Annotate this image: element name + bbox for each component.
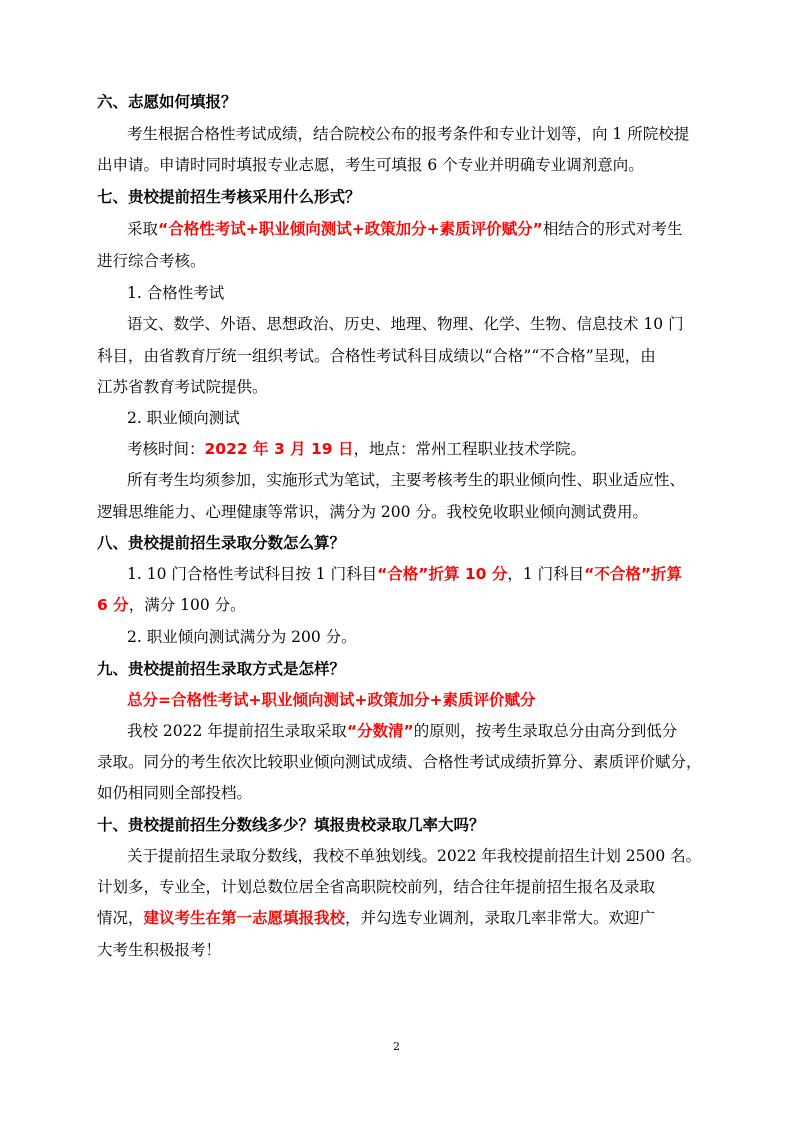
- section-9-paragraph-line-2: 录取。同分的考生依次比较职业倾向测试成绩、合格性考试成绩折算分、素质评价赋分，: [97, 753, 702, 771]
- score-rule-item-2: 2. 职业倾向测试满分为 200 分。: [127, 628, 357, 646]
- pass-score-highlight: “合格”折算 10 分: [377, 565, 508, 583]
- item-2-title: 2. 职业倾向测试: [127, 409, 240, 427]
- section-9-paragraph-line-1: [127, 721, 677, 741]
- section-6-heading: 六、志愿如何填报？: [97, 93, 237, 111]
- exam-location: ，地点：常州工程职业技术学院。: [353, 440, 587, 458]
- section-9-text: 我校 2022 年提前招生录取采取: [127, 722, 347, 740]
- score-principle-highlight: “分数清”: [346, 722, 414, 740]
- section-6-paragraph-line-2: 出申请。申请时同时填报专业志愿，考生可填报 6 个专业并明确专业调剂意向。: [97, 156, 644, 174]
- score-rule-line-2: [97, 595, 246, 615]
- item-2-line-2: 逻辑思维能力、心理健康等常识，满分为 200 分。我校免收职业倾向测试费用。: [97, 503, 648, 521]
- total-score-formula: 总分=合格性考试+职业倾向测试+政策加分+素质评价赋分: [127, 691, 536, 709]
- section-7-paragraph-line-1: [127, 219, 682, 239]
- assessment-formula-highlight: “合格性考试+职业倾向测试+政策加分+素质评价赋分”: [158, 220, 543, 238]
- section-8-heading: 八、贵校提前招生录取分数怎么算？: [97, 534, 346, 552]
- fail-score-highlight: “不合格”折算: [584, 565, 683, 583]
- section-7-heading: 七、贵校提前招生考核采用什么形式？: [97, 188, 361, 206]
- fail-score-value-highlight: 6 分: [97, 596, 129, 614]
- score-rule-text: ，1 门科目: [507, 565, 585, 583]
- section-10-paragraph-line-3: [97, 908, 655, 928]
- section-9-heading: 九、贵校提前招生录取方式是怎样？: [97, 660, 346, 678]
- score-rule-line-1: [127, 564, 682, 584]
- item-1-line-2: 科目，由省教育厅统一组织考试。合格性考试科目成绩以“合格”“不合格”呈现，由: [97, 347, 656, 365]
- item-1-title: 1. 合格性考试: [127, 284, 225, 302]
- section-9-paragraph-line-3: 如仍相同则全部投档。: [97, 784, 253, 802]
- section-10-text: ，并勾选专业调剂，录取几率非常大。欢迎广: [345, 909, 656, 927]
- section-7-paragraph-line-2: 进行综合考核。: [97, 252, 206, 270]
- section-7-text: 采取: [127, 220, 159, 238]
- exam-time-label: 考核时间：: [127, 440, 205, 458]
- section-10-paragraph-line-2: 计划多，专业全，计划总数位居全省高职院校前列，结合往年提前招生报名及录取: [97, 878, 656, 896]
- score-rule-text: 1. 10 门合格性考试科目按 1 门科目: [127, 565, 378, 583]
- exam-date-highlight: 2022 年 3 月 19 日: [204, 440, 354, 458]
- section-7-text: 相结合的形式对考生: [542, 220, 683, 238]
- item-1-line-3: 江苏省教育考试院提供。: [97, 378, 268, 396]
- section-10-paragraph-line-1: 关于提前招生录取分数线，我校不单独划线。2022 年我校提前招生计划 2500 名。: [127, 847, 702, 865]
- item-2-line-1: 所有考生均须参加，实施形式为笔试，主要考核考生的职业倾向性、职业适应性、: [127, 471, 686, 489]
- recommendation-highlight: 建议考生在第一志愿填报我校: [143, 909, 346, 927]
- section-10-text: 情况，: [97, 909, 144, 927]
- section-10-paragraph-line-4: 大考生积极报考！: [97, 941, 222, 959]
- section-10-heading: 十、贵校提前招生分数线多少？填报贵校录取几率大吗？: [97, 816, 485, 834]
- section-6-paragraph-line-1: 考生根据合格性考试成绩，结合院校公布的报考条件和专业计划等，向 1 所院校提: [127, 125, 690, 143]
- section-9-text: 的原则，按考生录取总分由高分到低分: [413, 722, 678, 740]
- item-1-line-1: 语文、数学、外语、思想政治、历史、地理、物理、化学、生物、信息技术 10 门: [127, 315, 684, 333]
- score-rule-text: ，满分 100 分。: [128, 596, 246, 614]
- page-number: 2: [393, 1040, 400, 1053]
- exam-time-line: [127, 439, 586, 459]
